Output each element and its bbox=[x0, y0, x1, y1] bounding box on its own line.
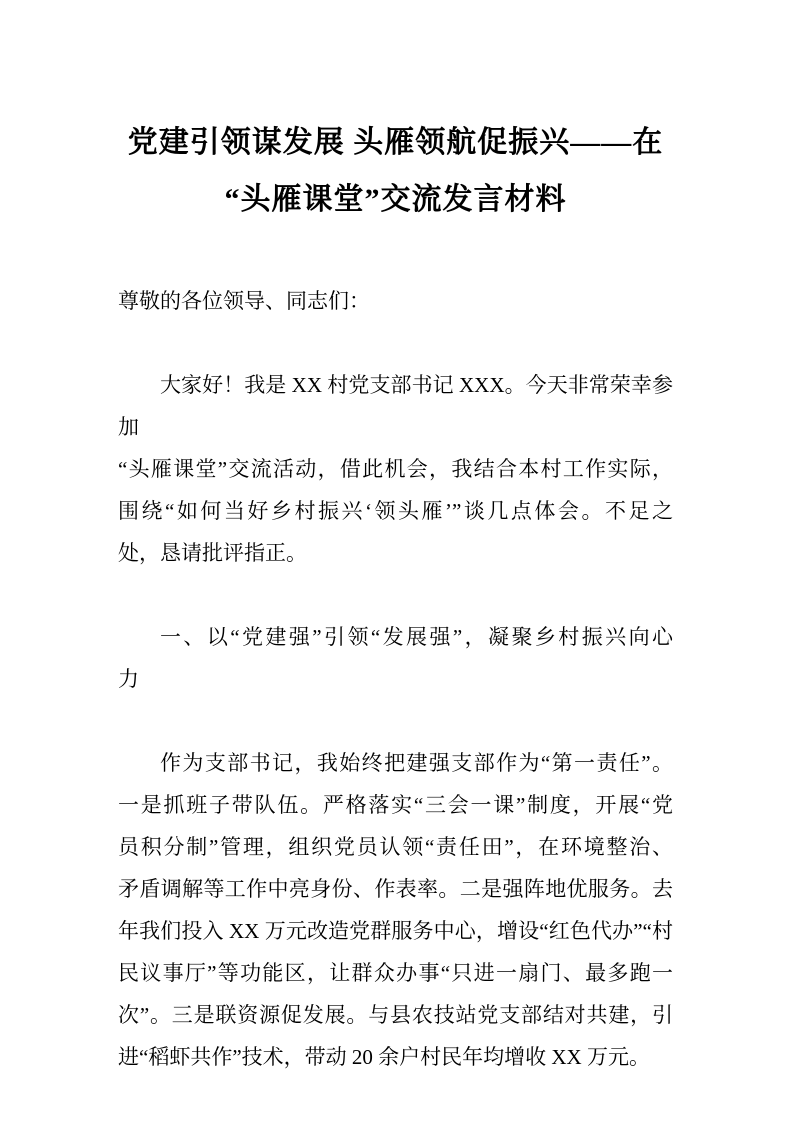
salutation: 尊敬的各位领导、同志们： bbox=[118, 289, 370, 313]
heading-line: 一、以“党建强”引领“发展强”，凝聚乡村振兴向心 bbox=[160, 625, 673, 649]
section-1-body bbox=[118, 742, 673, 1078]
text-line: 次”。三是联资源促发展。与县农技站党支部结对共建，引 bbox=[118, 1003, 673, 1027]
text-line: 进“稻虾共作”技术，带动 20 余户村民年均增收 XX 万元。 bbox=[118, 1045, 650, 1069]
heading-line: 力 bbox=[118, 667, 139, 691]
text-line: 年我们投入 XX 万元改造党群服务中心，增设“红色代办”“村 bbox=[118, 919, 673, 943]
section-heading-1 bbox=[118, 616, 673, 700]
text-line: 作为支部书记，我始终把建强支部作为“第一责任”。 bbox=[160, 751, 673, 775]
text-line: 员积分制”管理，组织党员认领“责任田”，在环境整治、 bbox=[118, 835, 673, 859]
text-line: 民议事厅”等功能区，让群众办事“只进一扇门、最多跑一 bbox=[118, 961, 673, 985]
text-line: 矛盾调解等工作中亮身份、作表率。二是强阵地优服务。去 bbox=[118, 877, 673, 901]
text-line: 大家好！我是 XX 村党支部书记 XXX。今天非常荣幸参加 bbox=[118, 373, 673, 439]
text-line: “头雁课堂”交流活动，借此机会，我结合本村工作实际， bbox=[118, 457, 673, 481]
text-line: 围绕“如何当好乡村振兴‘领头雁’”谈几点体会。不足之 bbox=[118, 499, 673, 523]
title-line-2: “头雁课堂”交流发言材料 bbox=[224, 183, 567, 216]
text-line: 一是抓班子带队伍。严格落实“三会一课”制度，开展“党 bbox=[118, 793, 673, 817]
title-line-1: 党建引领谋发展 头雁领航促振兴——在 bbox=[127, 126, 664, 159]
document-title bbox=[118, 114, 673, 228]
text-line: 处，恳请批评指正。 bbox=[118, 541, 307, 565]
opening-paragraph bbox=[118, 364, 673, 574]
